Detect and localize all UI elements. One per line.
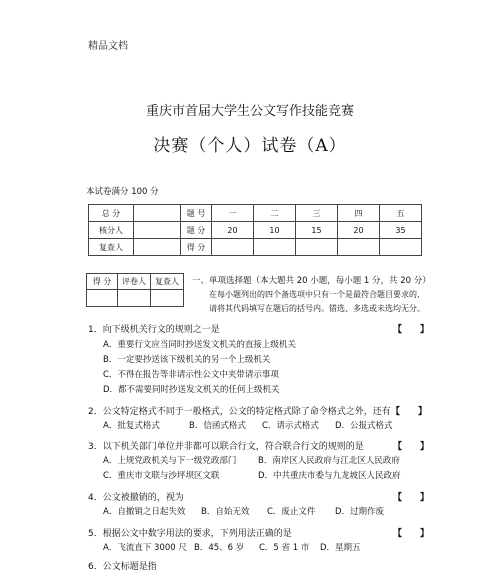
option-1c: C．不得在报告等非请示性公文中夹带请示事项 (103, 370, 279, 380)
table-cell: 35 (380, 222, 422, 239)
answer-bracket-1[interactable]: 【 】 (393, 325, 430, 335)
section-instruction-2: 请将其代码填写在题后的括号内。错选、多选或未选均无分。 (209, 304, 425, 313)
table-cell (296, 239, 338, 256)
question-stem-5: 5．根据公文中数字用法的要求，下列用法正确的是 (88, 529, 292, 539)
question-stem-6: 6．公文标题是指 (88, 562, 157, 572)
option-4a: A．自撤销之日起失效 (103, 507, 186, 517)
grader-header: 得 分 (87, 274, 118, 290)
option-3a: A．上规党政机关与下一级党政部门 (103, 456, 237, 466)
answer-bracket-5[interactable]: 【 】 (393, 529, 430, 539)
option-3b: B．南岸区人民政府与江北区人民政府 (258, 456, 400, 466)
table-cell (134, 222, 181, 239)
option-3d: D．中共重庆市委与九龙坡区人民政府 (258, 471, 401, 481)
table-cell: 题 分 (181, 222, 212, 239)
score-table-row (89, 239, 422, 256)
question-stem-4: 4．公文被撤销的，视为 (88, 493, 184, 503)
grader-table (86, 273, 184, 307)
option-4c: C．废止文件 (267, 507, 316, 517)
table-cell (254, 239, 296, 256)
table-cell: 四 (338, 205, 380, 222)
option-4b: B．自始无效 (201, 507, 250, 517)
table-cell: 核分人 (89, 222, 134, 239)
option-2d: D．公报式格式 (335, 421, 393, 431)
grader-cell (118, 290, 151, 307)
option-1b: B．一定要抄送该下级机关的另一个上级机关 (103, 355, 271, 365)
table-cell: 15 (296, 222, 338, 239)
competition-subtitle: 重庆市首届大学生公文写作技能竞赛 (145, 104, 354, 119)
option-2b: B．信函式格式 (189, 421, 246, 431)
option-5b: B．45、6 岁 (194, 543, 245, 553)
score-table (88, 204, 422, 256)
grader-header: 评卷人 (118, 274, 151, 290)
header-tag: 精品文档 (88, 41, 128, 52)
question-stem-1: 1．向下级机关行文的规则之一是 (88, 325, 220, 335)
option-5a: A．飞流直下 3000 尺 (103, 543, 187, 553)
table-cell: 总 分 (89, 205, 134, 222)
table-cell: 题 号 (181, 205, 212, 222)
table-cell: 二 (254, 205, 296, 222)
score-table-row (89, 222, 422, 239)
option-2c: C．请示式格式 (262, 421, 319, 431)
table-cell: 20 (338, 222, 380, 239)
question-stem-3: 3．以下机关部门单位并非都可以联合行文，符合联合行文的规则的是 (88, 442, 364, 452)
table-cell (380, 239, 422, 256)
grader-cell (151, 290, 184, 307)
option-3c: C．重庆市文联与沙坪坝区文联 (103, 471, 220, 481)
table-cell: 三 (296, 205, 338, 222)
answer-bracket-2[interactable]: 【 】 (391, 407, 428, 417)
option-4d: D．过期作废 (335, 507, 385, 517)
table-cell (338, 239, 380, 256)
grader-cell (87, 290, 118, 307)
option-1a: A．重要行文应当同时抄送发文机关的直接上级机关 (103, 340, 296, 350)
full-score-note: 本试卷满分 100 分 (86, 187, 159, 197)
question-stem-2: 2．公文特定格式不同于一般格式，公文的特定格式除了命令格式之外，还有 (88, 407, 391, 417)
table-cell (134, 239, 181, 256)
table-cell: 10 (254, 222, 296, 239)
table-cell: 20 (212, 222, 254, 239)
score-table-row (89, 205, 422, 222)
answer-bracket-3[interactable]: 【 】 (393, 442, 430, 452)
table-cell: 一 (212, 205, 254, 222)
answer-bracket-4[interactable]: 【 】 (393, 493, 430, 503)
table-cell: 得 分 (181, 239, 212, 256)
section-instruction-1: 在每小题列出的四个备选项中只有一个是最符合题目要求的, (209, 290, 420, 299)
table-cell: 五 (380, 205, 422, 222)
option-5d: D．星期五 (320, 543, 361, 553)
section-heading: 一、单项选择题（本大题共 20 小题，每小题 1 分，共 20 分） (192, 276, 431, 286)
option-1d: D．都不需要同时抄送发文机关的任何上级机关 (103, 385, 280, 395)
exam-title: 决赛（个人）试卷（A） (153, 136, 347, 156)
table-cell (212, 239, 254, 256)
table-cell (134, 205, 181, 222)
grader-header: 复查人 (151, 274, 184, 290)
option-5c: C．5 省 1 市 (259, 543, 310, 553)
option-2a: A．批复式格式 (103, 421, 160, 431)
table-cell: 复查人 (89, 239, 134, 256)
